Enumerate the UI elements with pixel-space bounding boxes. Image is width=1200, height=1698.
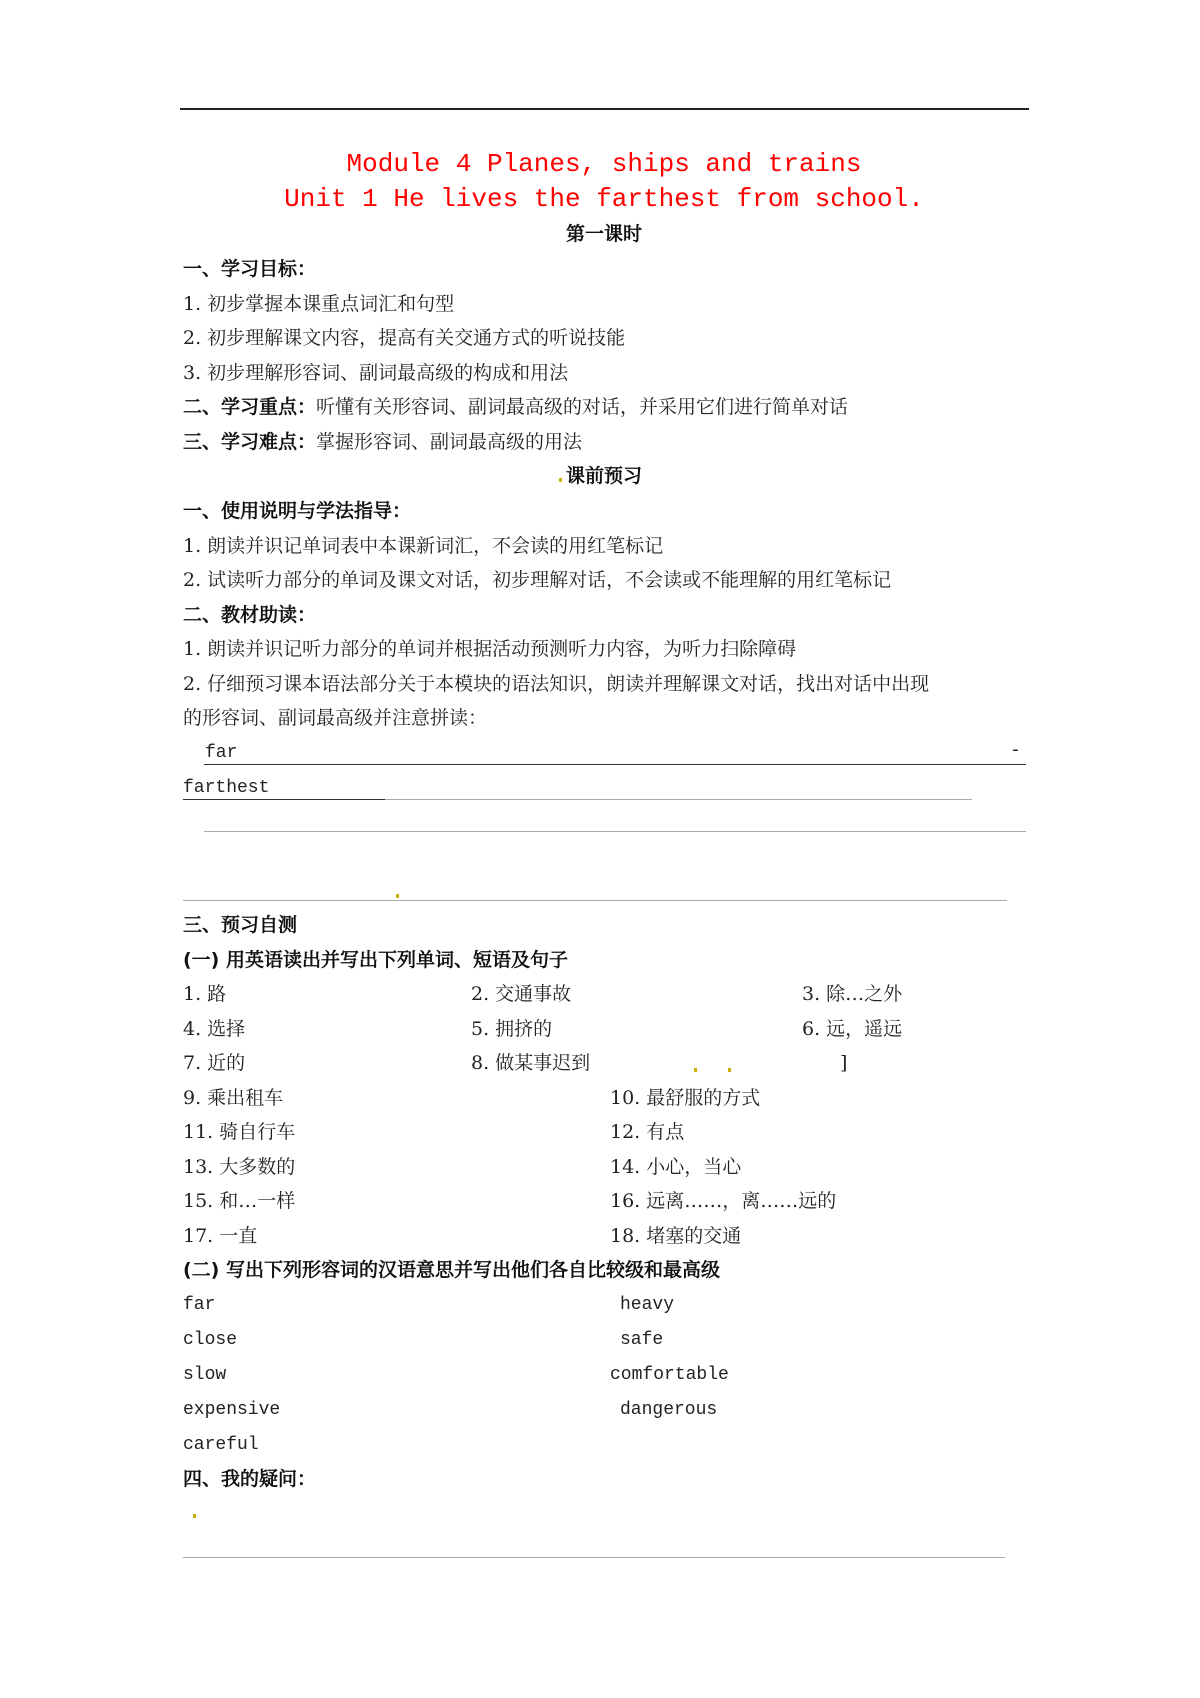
example-word: far bbox=[205, 743, 238, 763]
vocab-item: 5. 拥挤的 bbox=[471, 1018, 553, 1040]
vocab-item: 10. 最舒服的方式 bbox=[610, 1087, 761, 1109]
guide-item: 2. 试读听力部分的单词及课文对话，初步理解对话，不会读或不能理解的用红笔标记 bbox=[183, 569, 892, 591]
vocab-item: 1. 路 bbox=[183, 983, 227, 1005]
marker-dot bbox=[193, 1514, 196, 1518]
unit-title: Unit 1 He lives the farthest from school. bbox=[284, 184, 924, 214]
key-points-label: 二、学习重点： bbox=[183, 396, 317, 418]
lesson-label: 第一课时 bbox=[565, 223, 642, 245]
adjective: comfortable bbox=[610, 1365, 729, 1385]
marker-dot bbox=[694, 1068, 697, 1072]
selftest-heading: 三、预习自测 bbox=[183, 914, 298, 936]
vocab-item: 15. 和…一样 bbox=[183, 1190, 296, 1212]
preview-title: 课前预习 bbox=[565, 465, 642, 487]
difficulties bbox=[183, 430, 582, 454]
reading-heading: 二、教材助读： bbox=[183, 604, 317, 626]
adjective: dangerous bbox=[620, 1400, 718, 1420]
adjective: slow bbox=[183, 1365, 227, 1385]
guide-item: 1. 朗读并识记单词表中本课新词汇，不会读的用红笔标记 bbox=[183, 535, 664, 557]
vocab-item: 13. 大多数的 bbox=[183, 1156, 296, 1178]
module-title: Module 4 Planes, ships and trains bbox=[346, 149, 862, 179]
guide-heading: 一、使用说明与学法指导： bbox=[183, 500, 412, 522]
adjective: far bbox=[183, 1295, 216, 1315]
reading-item: 2. 仔细预习课本语法部分关于本模块的语法知识，朗读并理解课文对话，找出对话中出现 bbox=[183, 673, 930, 695]
marker-dot bbox=[559, 478, 562, 482]
adjective: close bbox=[183, 1330, 238, 1350]
bracket-mark: ] bbox=[840, 1052, 848, 1074]
goal-item: 3. 初步理解形容词、副词最高级的构成和用法 bbox=[183, 362, 569, 384]
answer-line bbox=[183, 900, 1007, 901]
vocab-item: 11. 骑自行车 bbox=[183, 1121, 296, 1143]
answer-line bbox=[385, 799, 972, 800]
vocab-item: 3. 除…之外 bbox=[802, 983, 903, 1005]
answer-line bbox=[204, 764, 1026, 765]
reading-item: 1. 朗读并识记听力部分的单词并根据活动预测听力内容，为听力扫除障碍 bbox=[183, 638, 797, 660]
vocab-item: 12. 有点 bbox=[610, 1121, 685, 1143]
example-dash: - bbox=[1010, 741, 1021, 761]
vocab-item: 16. 远离……，离……远的 bbox=[610, 1190, 837, 1212]
vocab-item: 9. 乘出租车 bbox=[183, 1087, 284, 1109]
vocab-item: 7. 近的 bbox=[183, 1052, 246, 1074]
goal-item: 2. 初步理解课文内容，提高有关交通方式的听说技能 bbox=[183, 327, 626, 349]
adjective: safe bbox=[620, 1330, 664, 1350]
vocab-item: 6. 远，遥远 bbox=[802, 1018, 903, 1040]
difficulties-label: 三、学习难点： bbox=[183, 431, 317, 453]
adjective: heavy bbox=[620, 1295, 675, 1315]
marker-dot bbox=[396, 894, 399, 898]
goals-heading: 一、学习目标： bbox=[183, 258, 317, 280]
header-rule bbox=[180, 108, 1029, 110]
vocab-item: 8. 做某事迟到 bbox=[471, 1052, 591, 1074]
vocab-item: 4. 选择 bbox=[183, 1018, 246, 1040]
example-superlative: farthest bbox=[183, 778, 270, 798]
reading-item-cont: 的形容词、副词最高级并注意拼读： bbox=[183, 707, 488, 729]
difficulties-text: 掌握形容词、副词最高级的用法 bbox=[316, 431, 583, 453]
vocab-item: 2. 交通事故 bbox=[471, 983, 572, 1005]
adjective: expensive bbox=[183, 1400, 281, 1420]
questions-heading: 四、我的疑问： bbox=[183, 1468, 317, 1490]
adjective: careful bbox=[183, 1435, 259, 1455]
answer-line bbox=[183, 799, 385, 800]
marker-dot bbox=[728, 1068, 731, 1072]
key-points-text: 听懂有关形容词、副词最高级的对话，并采用它们进行简单对话 bbox=[316, 396, 849, 418]
vocab-item: 18. 堵塞的交通 bbox=[610, 1225, 742, 1247]
vocab-item: 14. 小心，当心 bbox=[610, 1156, 742, 1178]
answer-line bbox=[204, 831, 1026, 832]
part1-heading: (一) 用英语读出并写出下列单词、短语及句子 bbox=[183, 949, 568, 971]
part2-heading: (二) 写出下列形容词的汉语意思并写出他们各自比较级和最高级 bbox=[183, 1259, 720, 1281]
vocab-item: 17. 一直 bbox=[183, 1225, 258, 1247]
key-points bbox=[183, 395, 848, 419]
goal-item: 1. 初步掌握本课重点词汇和句型 bbox=[183, 293, 455, 315]
answer-line bbox=[183, 1557, 1005, 1558]
